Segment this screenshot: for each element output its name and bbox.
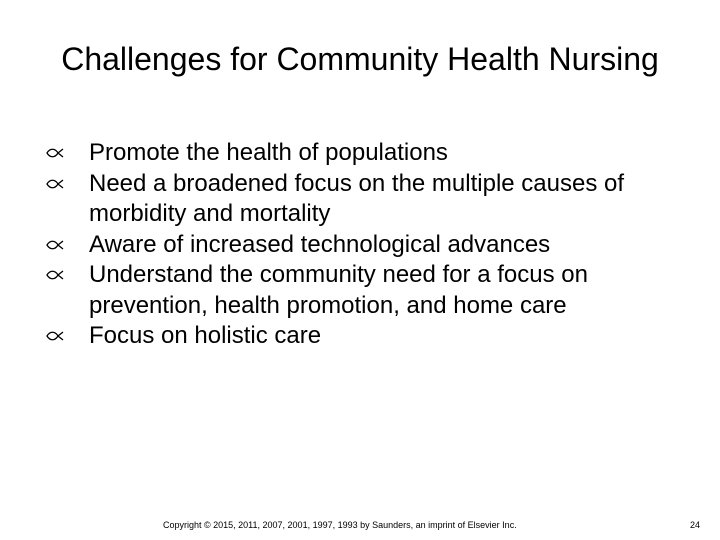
bullet-text: Aware of increased technological advances: [89, 230, 551, 258]
bullet-item: [46, 230, 686, 261]
bullet-list: [46, 138, 686, 352]
fish-bullet-icon: [46, 270, 64, 280]
page-number: 24: [689, 520, 700, 530]
bullet-item: [46, 138, 686, 169]
bullet-text: Promote the health of populations: [89, 139, 448, 166]
copyright-footer: Copyright © 2015, 2011, 2007, 2001, 1997, 1993 by Saunders, an imprint of Elsevier Inc.: [163, 520, 517, 530]
bullet-text: Need a broadened focus on the multiple causes of morbidity and mortality: [89, 169, 625, 227]
bullet-text: Understand the community need for a focus on prevention, health promotion, and home care: [89, 261, 588, 319]
fish-bullet-icon: [46, 240, 64, 250]
bullet-text: Focus on holistic care: [89, 322, 322, 349]
bullet-item: [46, 260, 686, 321]
fish-bullet-icon: [46, 331, 64, 341]
fish-bullet-icon: [46, 179, 64, 189]
slide-title: Challenges for Community Health Nursing: [61, 41, 659, 77]
bullet-item: [46, 321, 686, 352]
fish-bullet-icon: [46, 148, 64, 158]
bullet-item: [46, 169, 686, 230]
